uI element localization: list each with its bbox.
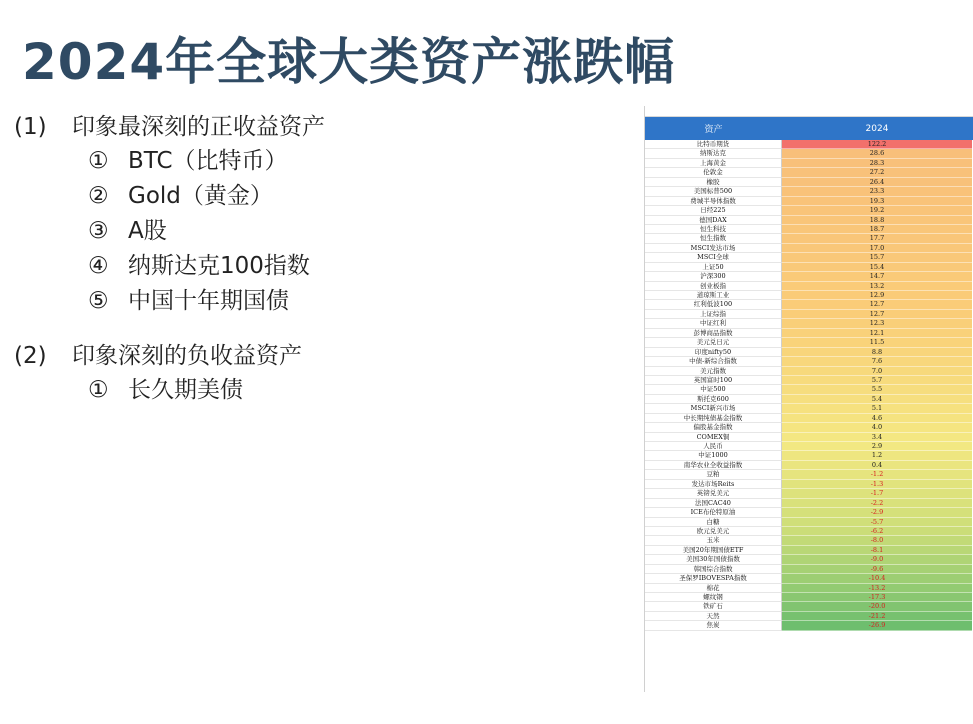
table-row: [645, 499, 973, 508]
section-heading-text: 印象最深刻的正收益资产: [72, 114, 325, 140]
table-body: [645, 140, 973, 631]
return-value-cell: 12.9: [782, 291, 972, 300]
table-row: [645, 489, 973, 498]
table-row: [645, 546, 973, 555]
asset-name-cell: MSCI全球: [645, 253, 782, 262]
asset-name-cell: 发达市场Reits: [645, 480, 782, 489]
return-value-cell: 19.2: [782, 206, 972, 215]
table-row: [645, 244, 973, 253]
return-value-cell: -9.6: [782, 565, 972, 574]
list-item: [14, 144, 634, 179]
asset-name-cell: 偏股基金指数: [645, 423, 782, 432]
return-value-cell: -1.7: [782, 489, 972, 498]
table-row: [645, 442, 973, 451]
table-row: [645, 149, 973, 158]
list-marker: ④: [88, 253, 109, 279]
return-value-cell: 12.3: [782, 319, 972, 328]
table-row: [645, 584, 973, 593]
table-row: [645, 168, 973, 177]
return-value-cell: 122.2: [782, 140, 972, 149]
asset-name-cell: 红利低波100: [645, 300, 782, 309]
table-row: [645, 508, 973, 517]
table-row: [645, 282, 973, 291]
return-value-cell: 3.4: [782, 433, 972, 442]
table-row: [645, 433, 973, 442]
list-item: [14, 249, 634, 284]
list-item: [14, 179, 634, 214]
return-value-cell: 19.3: [782, 197, 972, 206]
asset-name-cell: 豆粕: [645, 470, 782, 479]
return-value-cell: 13.2: [782, 282, 972, 291]
asset-name-cell: 英镑兑美元: [645, 489, 782, 498]
list-marker: ①: [88, 148, 109, 174]
list-marker: ③: [88, 218, 109, 244]
table-row: [645, 480, 973, 489]
asset-name-cell: 费城半导体指数: [645, 197, 782, 206]
asset-name-cell: 天然: [645, 612, 782, 621]
return-value-cell: -9.0: [782, 555, 972, 564]
return-value-cell: 14.7: [782, 272, 972, 281]
list-item: [14, 214, 634, 249]
asset-returns-table: [644, 106, 973, 692]
return-value-cell: 15.4: [782, 263, 972, 272]
list-marker: ⑤: [88, 288, 109, 314]
table-row: [645, 367, 973, 376]
section-heading: [14, 339, 634, 373]
table-row: [645, 253, 973, 262]
table-row: [645, 272, 973, 281]
asset-name-cell: 铁矿石: [645, 602, 782, 611]
table-row: [645, 602, 973, 611]
return-value-cell: 12.7: [782, 310, 972, 319]
return-value-cell: -10.4: [782, 574, 972, 583]
list-item-text: 纳斯达克100指数: [128, 253, 310, 279]
table-row: [645, 234, 973, 243]
return-value-cell: 5.4: [782, 395, 972, 404]
return-value-cell: 28.6: [782, 149, 972, 158]
table-header: [645, 117, 973, 140]
asset-name-cell: 美元兑日元: [645, 338, 782, 347]
asset-name-cell: 印度nifty50: [645, 348, 782, 357]
return-value-cell: 17.7: [782, 234, 972, 243]
table-row: [645, 404, 973, 413]
table-row: [645, 574, 973, 583]
asset-name-cell: 日经225: [645, 206, 782, 215]
return-value-cell: -17.3: [782, 593, 972, 602]
table-row: [645, 536, 973, 545]
return-value-cell: -2.9: [782, 508, 972, 517]
table-row: [645, 225, 973, 234]
return-value-cell: 23.3: [782, 187, 972, 196]
return-value-cell: 2.9: [782, 442, 972, 451]
table-row: [645, 329, 973, 338]
table-row: [645, 518, 973, 527]
asset-name-cell: MSCI发达市场: [645, 244, 782, 253]
table-row: [645, 319, 973, 328]
return-value-cell: 8.8: [782, 348, 972, 357]
return-value-cell: -2.2: [782, 499, 972, 508]
list-marker: ②: [88, 183, 109, 209]
asset-name-cell: 上证50: [645, 263, 782, 272]
asset-name-cell: 恒生科技: [645, 225, 782, 234]
table-row: [645, 621, 973, 630]
return-value-cell: 5.5: [782, 385, 972, 394]
table-row: [645, 470, 973, 479]
return-value-cell: 15.7: [782, 253, 972, 262]
table-row: [645, 310, 973, 319]
asset-name-cell: 美国30年国债指数: [645, 555, 782, 564]
asset-name-cell: 纳斯达克: [645, 149, 782, 158]
return-value-cell: 4.6: [782, 414, 972, 423]
asset-name-cell: 南华农业全收益指数: [645, 461, 782, 470]
list-item: [14, 284, 634, 319]
table-row: [645, 527, 973, 536]
asset-name-cell: 中债-新综合指数: [645, 357, 782, 366]
table-top-strip: [645, 106, 973, 117]
asset-name-cell: ICE布伦特原油: [645, 508, 782, 517]
return-value-cell: -13.2: [782, 584, 972, 593]
return-value-cell: -5.7: [782, 518, 972, 527]
list-item-text: 中国十年期国债: [128, 288, 289, 314]
list-item-text: Gold（黄金）: [128, 183, 273, 209]
return-value-cell: 18.7: [782, 225, 972, 234]
asset-name-cell: 焦炭: [645, 621, 782, 630]
table-row: [645, 461, 973, 470]
asset-name-cell: 中证1000: [645, 451, 782, 460]
asset-name-cell: 人民币: [645, 442, 782, 451]
asset-name-cell: 螺纹钢: [645, 593, 782, 602]
asset-name-cell: 中证500: [645, 385, 782, 394]
asset-name-cell: 美元指数: [645, 367, 782, 376]
return-value-cell: 28.3: [782, 159, 972, 168]
asset-name-cell: COMEX铜: [645, 433, 782, 442]
section-gap: [14, 319, 634, 339]
asset-name-cell: 上海黄金: [645, 159, 782, 168]
return-value-cell: 5.1: [782, 404, 972, 413]
table-row: [645, 216, 973, 225]
table-row: [645, 178, 973, 187]
return-value-cell: -6.2: [782, 527, 972, 536]
asset-name-cell: 上证综指: [645, 310, 782, 319]
table-row: [645, 565, 973, 574]
return-value-cell: -26.9: [782, 621, 972, 630]
table-row: [645, 263, 973, 272]
table-row: [645, 423, 973, 432]
return-value-cell: 26.4: [782, 178, 972, 187]
asset-name-cell: 橡胶: [645, 178, 782, 187]
asset-name-cell: 恒生指数: [645, 234, 782, 243]
return-value-cell: -21.2: [782, 612, 972, 621]
asset-name-cell: 伦敦金: [645, 168, 782, 177]
return-value-cell: 12.1: [782, 329, 972, 338]
list-item-text: 长久期美债: [128, 377, 243, 403]
table-row: [645, 357, 973, 366]
return-value-cell: -20.0: [782, 602, 972, 611]
table-row: [645, 451, 973, 460]
return-value-cell: 17.0: [782, 244, 972, 253]
table-row: [645, 395, 973, 404]
asset-name-cell: 沪深300: [645, 272, 782, 281]
asset-name-cell: 道琼斯工业: [645, 291, 782, 300]
return-value-cell: -8.0: [782, 536, 972, 545]
return-value-cell: -1.2: [782, 470, 972, 479]
asset-name-cell: 圣保罗IBOVESPA指数: [645, 574, 782, 583]
asset-name-cell: 彭博商品指数: [645, 329, 782, 338]
header-asset: 资产: [704, 125, 723, 135]
asset-name-cell: 韩国综合指数: [645, 565, 782, 574]
list-item: [14, 373, 634, 408]
return-value-cell: -8.1: [782, 546, 972, 555]
asset-name-cell: 中长期纯债基金指数: [645, 414, 782, 423]
asset-name-cell: 创业板指: [645, 282, 782, 291]
return-value-cell: 11.5: [782, 338, 972, 347]
asset-name-cell: 德国DAX: [645, 216, 782, 225]
list-item-text: BTC（比特币）: [128, 148, 288, 174]
table-row: [645, 187, 973, 196]
asset-name-cell: 中证红利: [645, 319, 782, 328]
table-row: [645, 300, 973, 309]
section-heading: [14, 110, 634, 144]
asset-name-cell: 比特币期货: [645, 140, 782, 149]
section-number: (2): [14, 343, 47, 369]
return-value-cell: -1.3: [782, 480, 972, 489]
table-row: [645, 197, 973, 206]
return-value-cell: 7.0: [782, 367, 972, 376]
table-row: [645, 159, 973, 168]
return-value-cell: 12.7: [782, 300, 972, 309]
table-row: [645, 338, 973, 347]
section-heading-text: 印象深刻的负收益资产: [72, 343, 302, 369]
table-row: [645, 291, 973, 300]
header-year: 2024: [865, 123, 889, 134]
asset-name-cell: MSCI新兴市场: [645, 404, 782, 413]
return-value-cell: 0.4: [782, 461, 972, 470]
list-item-text: A股: [128, 218, 167, 244]
table-row: [645, 593, 973, 602]
return-value-cell: 1.2: [782, 451, 972, 460]
section-number: (1): [14, 114, 47, 140]
return-value-cell: 18.8: [782, 216, 972, 225]
asset-name-cell: 法国CAC40: [645, 499, 782, 508]
asset-name-cell: 玉米: [645, 536, 782, 545]
table-row: [645, 140, 973, 149]
table-row: [645, 612, 973, 621]
asset-name-cell: 美国标普500: [645, 187, 782, 196]
table-row: [645, 385, 973, 394]
slide-title: 2024年全球大类资产涨跌幅: [22, 33, 676, 91]
table-row: [645, 348, 973, 357]
return-value-cell: 27.2: [782, 168, 972, 177]
asset-name-cell: 棉花: [645, 584, 782, 593]
return-value-cell: 7.6: [782, 357, 972, 366]
asset-name-cell: 英国富时100: [645, 376, 782, 385]
asset-name-cell: 白糖: [645, 518, 782, 527]
asset-name-cell: 欧元兑美元: [645, 527, 782, 536]
asset-name-cell: 斯托克600: [645, 395, 782, 404]
table-row: [645, 376, 973, 385]
outline: [14, 110, 634, 408]
return-value-cell: 4.0: [782, 423, 972, 432]
return-value-cell: 5.7: [782, 376, 972, 385]
table-row: [645, 555, 973, 564]
table-row: [645, 414, 973, 423]
list-marker: ①: [88, 377, 109, 403]
asset-name-cell: 美国20年期国债ETF: [645, 546, 782, 555]
table-row: [645, 206, 973, 215]
